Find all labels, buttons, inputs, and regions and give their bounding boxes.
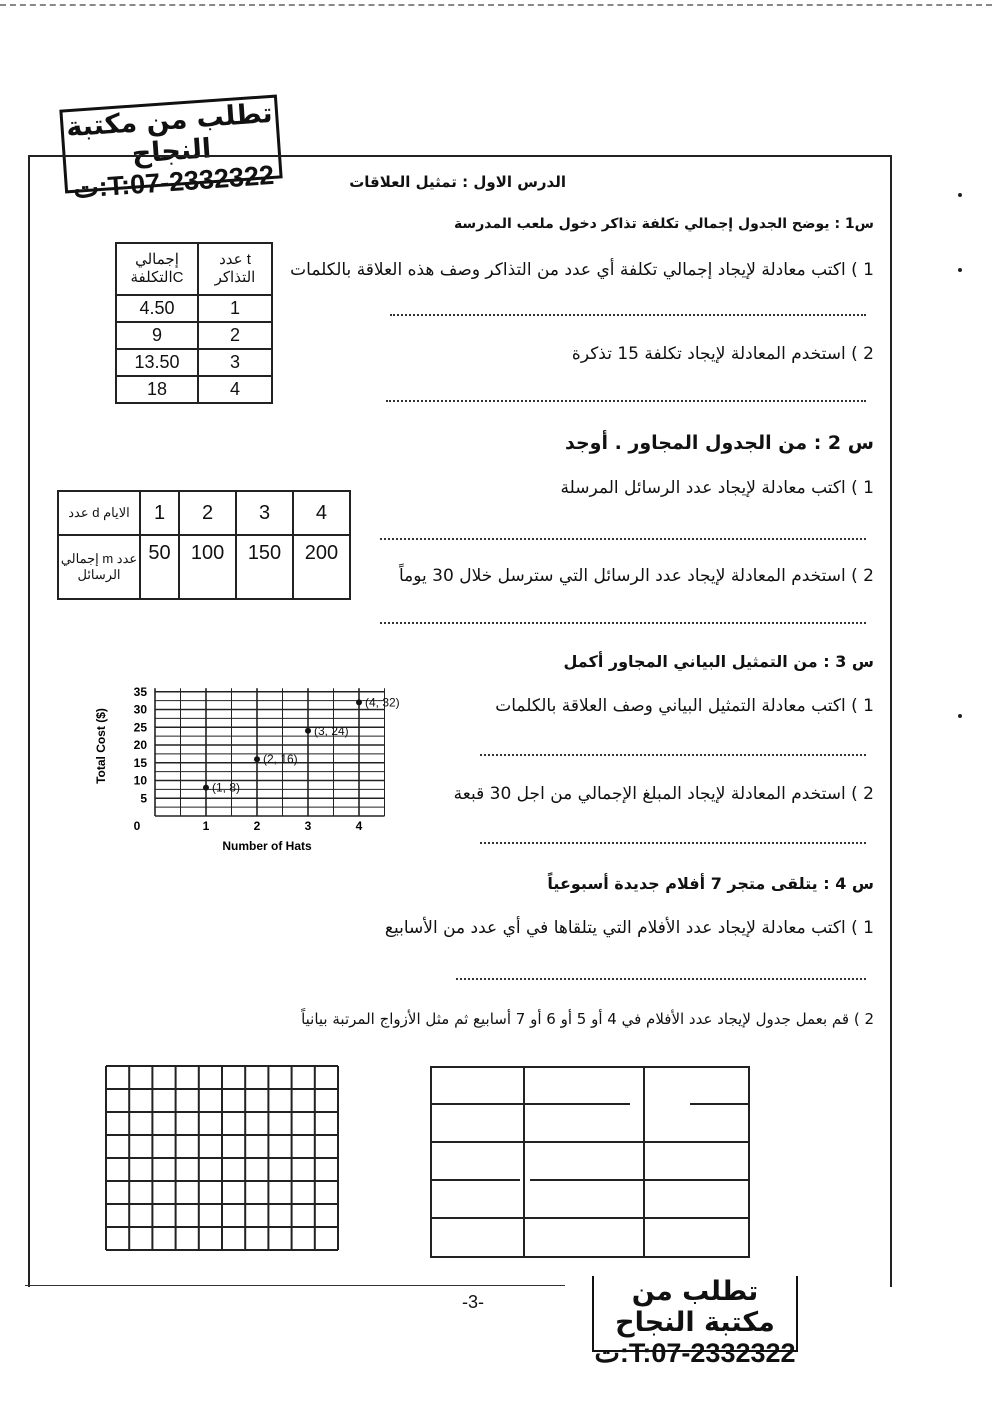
q4-prompt: س 4 : يتلقى متجر 7 أفلام جديدة أسبوعياً <box>547 874 874 893</box>
margin-dot <box>958 714 962 718</box>
chart-point-label: (3, 24) <box>314 723 349 738</box>
q4-item-1: 1 ) اكتب معادلة لإيجاد عدد الأفلام التي يتلقاها في أي عدد من الأسابيع <box>384 918 874 938</box>
chart-y-tick-label: 20 <box>133 738 147 752</box>
q1-cost-cell: 4.50 <box>116 295 198 322</box>
q1-tickets-cell: 3 <box>198 349 272 376</box>
chart-x-tick-label: 0 <box>133 819 141 833</box>
chart-ticks <box>134 685 363 833</box>
answer-line <box>386 400 866 402</box>
q3-item-2: 2 ) استخدم المعادلة لإيجاد المبلغ الإجمالي من اجل 30 قبعة <box>453 784 874 804</box>
chart-x-tick-label: 2 <box>253 819 261 833</box>
chart-y-tick-label: 5 <box>140 791 147 806</box>
chart-point-label: (4, 32) <box>365 695 400 710</box>
chart-point-label: (2, 16) <box>263 752 298 767</box>
stamp-bottom-line2: T:07-2332322:ت <box>594 1338 796 1369</box>
q1-table <box>115 242 273 404</box>
answer-line <box>380 538 866 540</box>
chart-x-tick-label: 1 <box>202 819 210 833</box>
answer-line <box>480 754 866 756</box>
q2-day-cell: 4 <box>293 491 350 535</box>
q1-tickets-cell: 2 <box>198 322 272 349</box>
chart-x-axis-label: Number of Hats <box>222 839 312 853</box>
margin-dot <box>958 193 962 197</box>
chart-point <box>254 756 260 762</box>
chart-y-tick-label: 25 <box>133 720 147 735</box>
chart-y-tick-label: 35 <box>133 684 147 699</box>
chart-y-tick-label: 30 <box>133 702 147 717</box>
stamp-top-line2: T:07-2332322:ت <box>72 160 275 204</box>
chart-point <box>305 728 311 734</box>
answer-line <box>480 842 866 844</box>
top-dashed-line <box>0 4 992 6</box>
q3-item-1: 1 ) اكتب معادلة التمثيل البياني وصف العلاقة بالكلمات <box>495 696 874 716</box>
q2-item-2: 2 ) استخدم المعادلة لإيجاد عدد الرسائل التي سترسل خلال 30 يوماً <box>398 566 874 586</box>
q2-days-label: عدد d الايام <box>58 491 140 535</box>
q1-cost-cell: 9 <box>116 322 198 349</box>
page-number: -3- <box>462 1292 484 1312</box>
q2-message-cell: 150 <box>236 535 293 599</box>
q4-item-2: 2 ) قم بعمل جدول لإيجاد عدد الأفلام في 4 أو 5 أو 6 أو 7 أسابيع ثم مثل الأزواج المرتبة بيانياً <box>301 1010 874 1028</box>
q3-chart <box>85 668 400 858</box>
q3-prompt: س 3 : من التمثيل البياني المجاور أكمل <box>563 652 874 671</box>
q1-cost-cell: 13.50 <box>116 349 198 376</box>
q2-message-cell: 100 <box>179 535 236 599</box>
chart-point-label: (1, 8) <box>212 780 241 795</box>
answer-line <box>390 314 866 316</box>
q2-table <box>57 490 351 600</box>
q2-message-cell: 50 <box>140 535 179 599</box>
q4-blank-graph-grid <box>104 1064 340 1252</box>
q2-day-cell: 1 <box>140 491 179 535</box>
stamp-bottom <box>592 1276 798 1369</box>
q2-day-cell: 2 <box>179 491 236 535</box>
chart-point <box>356 699 362 705</box>
q2-message-cell: 200 <box>293 535 350 599</box>
q1-header-cost: إجمالي التكلفةC <box>116 243 198 295</box>
chart-x-tick-label: 4 <box>355 819 363 833</box>
q2-prompt: س 2 : من الجدول المجاور . أوجد <box>564 432 874 454</box>
q1-header-tickets: عدد t التذاكر <box>198 243 272 295</box>
stamp-bottom-line1: تطلب من مكتبة النجاح <box>615 1276 775 1339</box>
q4-blank-table <box>430 1066 752 1260</box>
q1-prompt: س1 : يوضح الجدول إجمالي تكلفة تذاكر دخول ملعب المدرسة <box>453 216 874 232</box>
q2-item-1: 1 ) اكتب معادلة لإيجاد عدد الرسائل المرسلة <box>560 478 874 498</box>
q1-tickets-cell: 4 <box>198 376 272 403</box>
margin-dot <box>958 268 962 272</box>
footer-line <box>25 1285 565 1286</box>
q2-messages-label: إجمالي m عدد الرسائل <box>58 535 140 599</box>
q1-cost-cell: 18 <box>116 376 198 403</box>
q2-day-cell: 3 <box>236 491 293 535</box>
chart-y-tick-label: 15 <box>133 755 147 770</box>
answer-line <box>380 622 866 624</box>
chart-y-axis-label: Total Cost ($) <box>94 708 108 784</box>
q1-item-2: 2 ) استخدم المعادلة لإيجاد تكلفة 15 تذكرة <box>571 344 874 364</box>
chart-x-tick-label: 3 <box>304 819 312 833</box>
answer-line <box>456 978 866 980</box>
stamp-top-line1: تطلب من مكتبة النجاح <box>65 97 274 170</box>
chart-y-tick-label: 10 <box>133 773 147 788</box>
q1-item-1: 1 ) اكتب معادلة لإيجاد إجمالي تكلفة أي عدد من التذاكر وصف هذه العلاقة بالكلمات <box>290 260 874 280</box>
q1-tickets-cell: 1 <box>198 295 272 322</box>
lesson-title: الدرس الاول : تمثيل العلاقات <box>349 173 566 191</box>
chart-point <box>203 785 209 791</box>
